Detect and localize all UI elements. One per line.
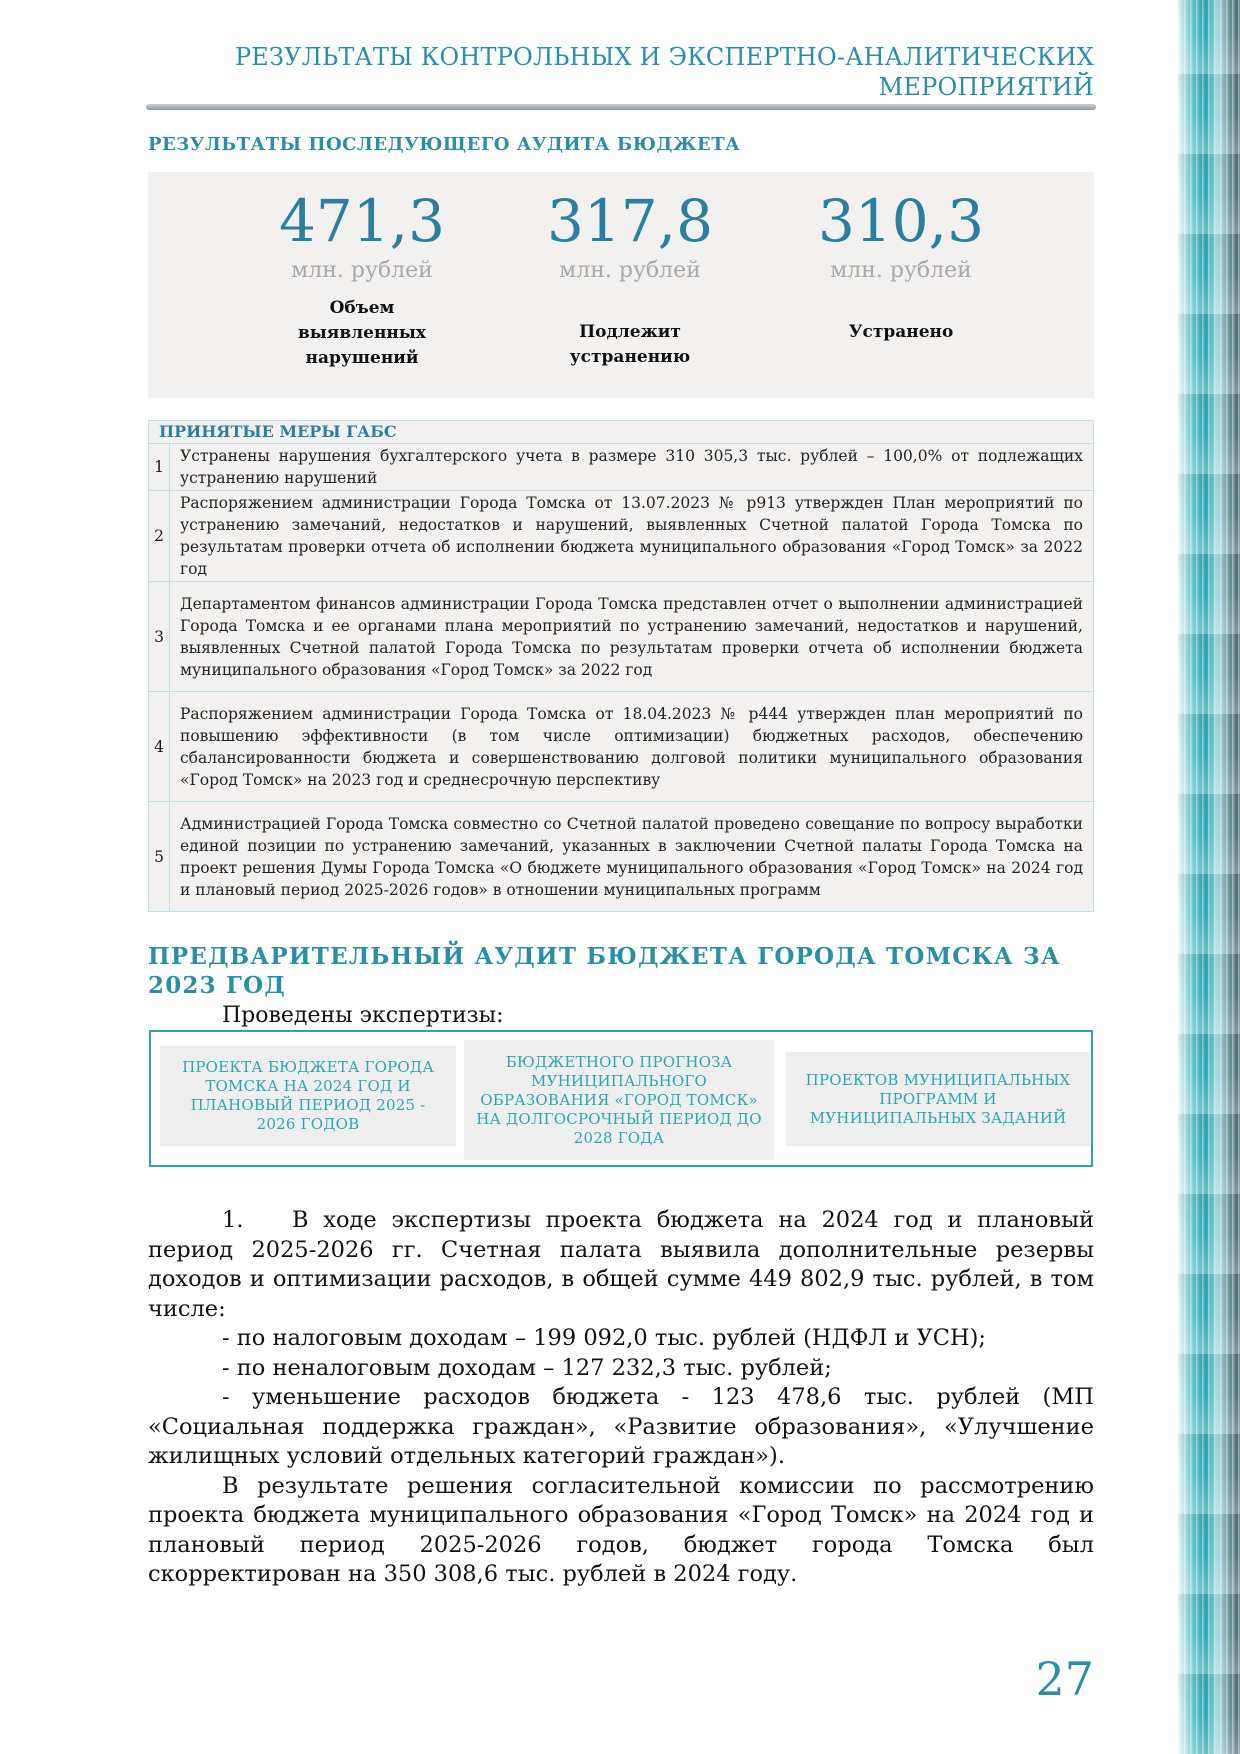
body-text [148, 1206, 1094, 1590]
stat-value: 317,8 [546, 187, 714, 255]
row-number: 3 [149, 582, 170, 692]
paragraph-text: В ходе экспертизы проекта бюджета на 2024 год и плановый период 2025-2026 гг. Счетная палата выявила дополнительные резервы доходов и оптимизации расходов, в общей сумме 449 802,9 тыс. рублей, в том числе: [148, 1207, 1094, 1322]
row-text: Распоряжением администрации Города Томска от 18.04.2023 № р444 утвержден план мероприятий по повышению эффективности (в том числе оптимизации) бюджетных расходов, обеспечению сбалансированности бюджета и совершенствованию долговой политики муниципального образования «Город Томск» на 2023 год и среднесрочную перспективу [170, 692, 1094, 802]
stat-violations [252, 172, 472, 371]
expertise-item: ПРОЕКТОВ МУНИЦИПАЛЬНЫХ ПРОГРАММ И МУНИЦИПАЛЬНЫХ ЗАДАНИЙ [786, 1052, 1090, 1146]
table-row [149, 692, 1094, 802]
decorative-side-strip [1178, 0, 1240, 1754]
table-row [149, 802, 1094, 912]
stat-unit: млн. рублей [559, 258, 701, 283]
numbered-paragraph [148, 1206, 1094, 1324]
list-item: - по налоговым доходам – 199 092,0 тыс. рублей (НДФЛ и УСН); [222, 1325, 986, 1351]
row-number: 1 [149, 444, 170, 491]
row-number: 2 [149, 491, 170, 582]
stat-value: 310,3 [817, 187, 985, 255]
row-text: Администрацией Города Томска совместно со Счетной палатой проведено совещание по вопросу выработки единой позиции по устранению замечаний, указанных в заключении Счетной палаты Города Томска на проект решения Думы Города Томска «О бюджете муниципального образования «Город Томск» на 2024 год и плановый период 2025-2026 годов» в отношении муниципальных программ [170, 802, 1094, 912]
row-number: 5 [149, 802, 170, 912]
row-text: Департаментом финансов администрации Города Томска представлен отчет о выполнении администрацией Города Томска и ее органами плана мероприятий по устранению замечаний, недостатков и нарушений, выявленных Счетной палатой Города Томска по результатам проверки отчета об исполнении бюджета муниципального образования «Город Томск» за 2022 год [170, 582, 1094, 692]
expertise-item: ПРОЕКТА БЮДЖЕТА ГОРОДА ТОМСКА НА 2024 ГОД И ПЛАНОВЫЙ ПЕРИОД 2025 - 2026 ГОДОВ [160, 1046, 456, 1146]
table-row [149, 582, 1094, 692]
expertise-item: БЮДЖЕТНОГО ПРОГНОЗА МУНИЦИПАЛЬНОГО ОБРАЗОВАНИЯ «ГОРОД ТОМСК» НА ДОЛГОСРОЧНЫЙ ПЕРИОД ДО 2028 ГОДА [464, 1040, 774, 1160]
row-number: 4 [149, 692, 170, 802]
table-row [149, 491, 1094, 582]
list-item: - уменьшение расходов бюджета - 123 478,6 тыс. рублей (МП «Социальная поддержка граждан», «Развитие образования», «Улучшение жилищных условий отдельных категорий граждан»). [148, 1384, 1094, 1469]
stat-unit: млн. рублей [830, 258, 972, 283]
list-item: - по неналоговым доходам – 127 232,3 тыс. рублей; [222, 1354, 832, 1381]
table-row [149, 444, 1094, 491]
stat-to-eliminate [520, 172, 740, 370]
measures-table [148, 420, 1094, 912]
stat-caption: Устранено [848, 322, 954, 342]
measures-table-header [149, 421, 1094, 444]
stat-eliminated [791, 172, 1011, 345]
row-text: Устранены нарушения бухгалтерского учета в размере 310 305,3 тыс. рублей – 100,0% от подлежащих устранению нарушений [170, 444, 1094, 491]
preliminary-intro: Проведены экспертизы: [222, 1003, 504, 1028]
row-text: Распоряжением администрации Города Томска от 13.07.2023 № р913 утвержден План мероприятий по устранению замечаний, недостатков и нарушений, выявленных Счетной палатой Города Томска по результатам проверки отчета об исполнении бюджета муниципального образования «Город Томск» за 2022 год [170, 491, 1094, 582]
running-header-line1: РЕЗУЛЬТАТЫ КОНТРОЛЬНЫХ И ЭКСПЕРТНО-АНАЛИТИЧЕСКИХ [234, 43, 1094, 71]
expertise-box [149, 1030, 1093, 1167]
page-number: 27 [1035, 1652, 1094, 1706]
running-header-line2: МЕРОПРИЯТИЙ [878, 73, 1094, 101]
header-divider [146, 104, 1096, 110]
stat-caption: Подлежит устранению [569, 322, 691, 367]
stat-unit: млн. рублей [291, 258, 433, 283]
paragraph-number: 1. [222, 1207, 244, 1233]
paragraph: В результате решения согласительной комиссии по рассмотрению проекта бюджета муниципального образования «Город Томск» на 2024 год и плановый период 2025-2026 годов, бюджет города Томска был скорректирован на 350 308,6 тыс. рублей в 2024 году. [148, 1472, 1094, 1587]
audit-section-title: РЕЗУЛЬТАТЫ ПОСЛЕДУЮЩЕГО АУДИТА БЮДЖЕТА [148, 134, 741, 155]
running-header [148, 42, 1094, 102]
audit-stats-panel [148, 172, 1094, 398]
stat-caption: Объем выявленных нарушений [297, 298, 427, 368]
measures-title: ПРИНЯТЫЕ МЕРЫ ГАБС [149, 421, 1094, 444]
preliminary-section-title: ПРЕДВАРИТЕЛЬНЫЙ АУДИТ БЮДЖЕТА ГОРОДА ТОМСКА ЗА 2023 ГОД [148, 943, 1061, 999]
stat-value: 471,3 [278, 187, 446, 255]
